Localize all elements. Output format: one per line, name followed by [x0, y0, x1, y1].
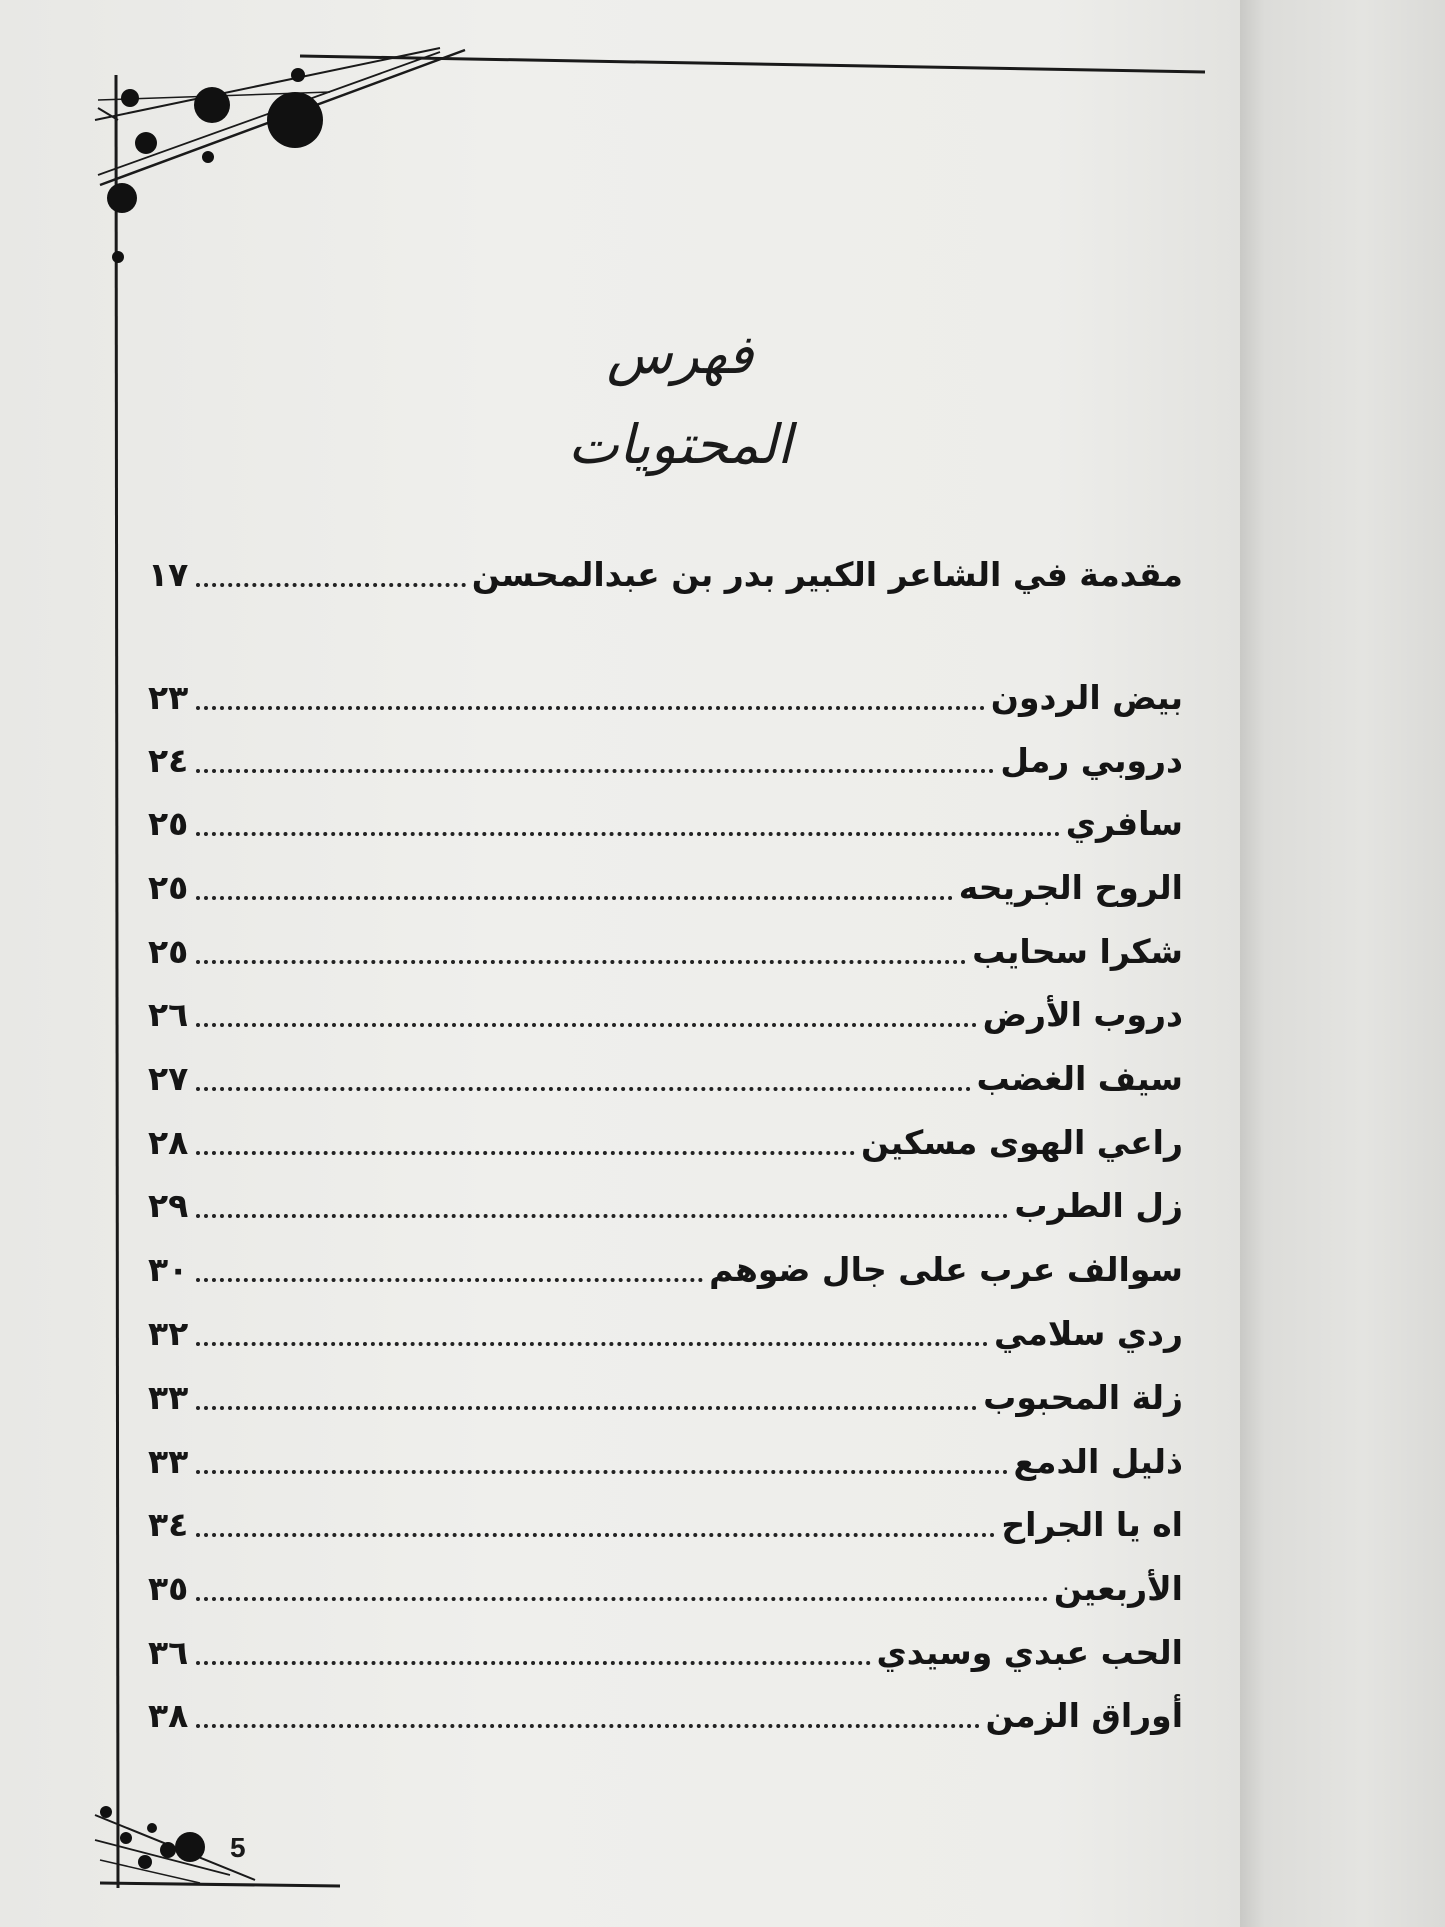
toc-entry	[148, 1304, 1183, 1354]
toc-entry-title: مقدمة في الشاعر الكبير بدر بن عبدالمحسن	[471, 555, 1183, 594]
toc-entry-title: زلة المحبوب	[983, 1378, 1183, 1417]
page-number: 5	[230, 1832, 246, 1863]
toc-entry-title: دروب الأرض	[982, 995, 1183, 1034]
toc-entry-title: الروح الجريحه	[958, 868, 1183, 907]
toc-entry-page: ٢٩	[148, 1186, 189, 1225]
toc-entry	[148, 668, 1183, 718]
toc-entry-page: ٣٥	[148, 1569, 189, 1608]
toc-entry-page: ٢٥	[148, 932, 189, 971]
toc-leader-dots	[196, 706, 984, 710]
toc-entry	[148, 1495, 1183, 1545]
toc-leader-dots	[196, 1214, 1008, 1218]
toc-leader-dots	[196, 1533, 995, 1537]
toc-entry-page: ٣٢	[148, 1314, 189, 1353]
toc-entry-page: ٢٤	[148, 741, 189, 780]
toc-entry-page: ٣٣	[148, 1442, 189, 1481]
toc-entry-page: ١٧	[148, 555, 189, 594]
toc-entry-title: ردي سلامي	[994, 1314, 1183, 1353]
toc-leader-dots	[196, 1597, 1048, 1601]
toc-leader-dots	[196, 1661, 870, 1665]
toc-leader-dots	[196, 1406, 977, 1410]
toc-entry-title: الحب عبدي وسيدي	[876, 1633, 1183, 1672]
toc-entry-title: أوراق الزمن	[985, 1696, 1183, 1735]
toc-entry	[148, 1623, 1183, 1673]
toc-entry-page: ٣٨	[148, 1696, 189, 1735]
toc-entry-page: ٣٤	[148, 1505, 189, 1544]
toc-entry	[148, 1049, 1183, 1099]
toc-entry-page: ٢٣	[148, 678, 189, 717]
toc-leader-dots	[196, 1342, 988, 1346]
toc-leader-dots	[196, 1023, 976, 1027]
toc-entry-title: سافري	[1065, 804, 1183, 843]
toc-entry-title: راعي الهوى مسكين	[860, 1123, 1183, 1162]
toc-entry	[148, 858, 1183, 908]
toc-entry-title: الأربعين	[1053, 1569, 1183, 1608]
page-title: فهرس المحتويات	[567, 323, 793, 476]
toc-entry-title: سوالف عرب على جال ضوهم	[709, 1250, 1183, 1289]
toc-leader-dots	[196, 1087, 970, 1091]
toc-entry-page: ٣٣	[148, 1378, 189, 1417]
toc-entry-page: ٢٦	[148, 995, 189, 1034]
toc-entry-title: دروبي رمل	[1000, 741, 1183, 780]
toc-entry	[148, 1368, 1183, 1418]
toc-entry	[148, 1432, 1183, 1482]
toc-leader-dots	[196, 1151, 855, 1155]
toc-entry-page: ٣٦	[148, 1633, 189, 1672]
toc-entry-title: اه يا الجراح	[1001, 1505, 1183, 1544]
toc-entry	[148, 731, 1183, 781]
toc-entry-page: ٢٧	[148, 1059, 189, 1098]
toc-leader-dots	[196, 960, 966, 964]
toc-entry-page: ٢٥	[148, 868, 189, 907]
toc-entry	[148, 985, 1183, 1035]
toc-leader-dots	[196, 896, 952, 900]
toc-entry	[148, 1113, 1183, 1163]
toc-leader-dots	[196, 769, 994, 773]
toc-entry	[148, 922, 1183, 972]
toc-leader-dots	[196, 583, 465, 587]
toc-entry	[148, 1176, 1183, 1226]
toc-entry-title: شكرا سحايب	[972, 932, 1183, 971]
toc-entry-page: ٢٥	[148, 804, 189, 843]
toc-entry	[148, 1240, 1183, 1290]
toc-leader-dots	[196, 1724, 979, 1728]
toc-entry	[148, 545, 1183, 595]
toc-leader-dots	[196, 1278, 703, 1282]
toc-entry-page: ٣٠	[148, 1250, 189, 1289]
toc-entry	[148, 1686, 1183, 1736]
toc-entry	[148, 1559, 1183, 1609]
toc-entry-title: بيض الردون	[990, 678, 1183, 717]
toc-entry-page: ٢٨	[148, 1123, 189, 1162]
toc-entry-title: زل الطرب	[1014, 1186, 1183, 1225]
toc-entry-title: سيف الغضب	[976, 1059, 1183, 1098]
toc-entry	[148, 794, 1183, 844]
toc-entry-title: ذليل الدمع	[1013, 1442, 1183, 1481]
toc-leader-dots	[196, 832, 1059, 836]
toc-leader-dots	[196, 1470, 1007, 1474]
